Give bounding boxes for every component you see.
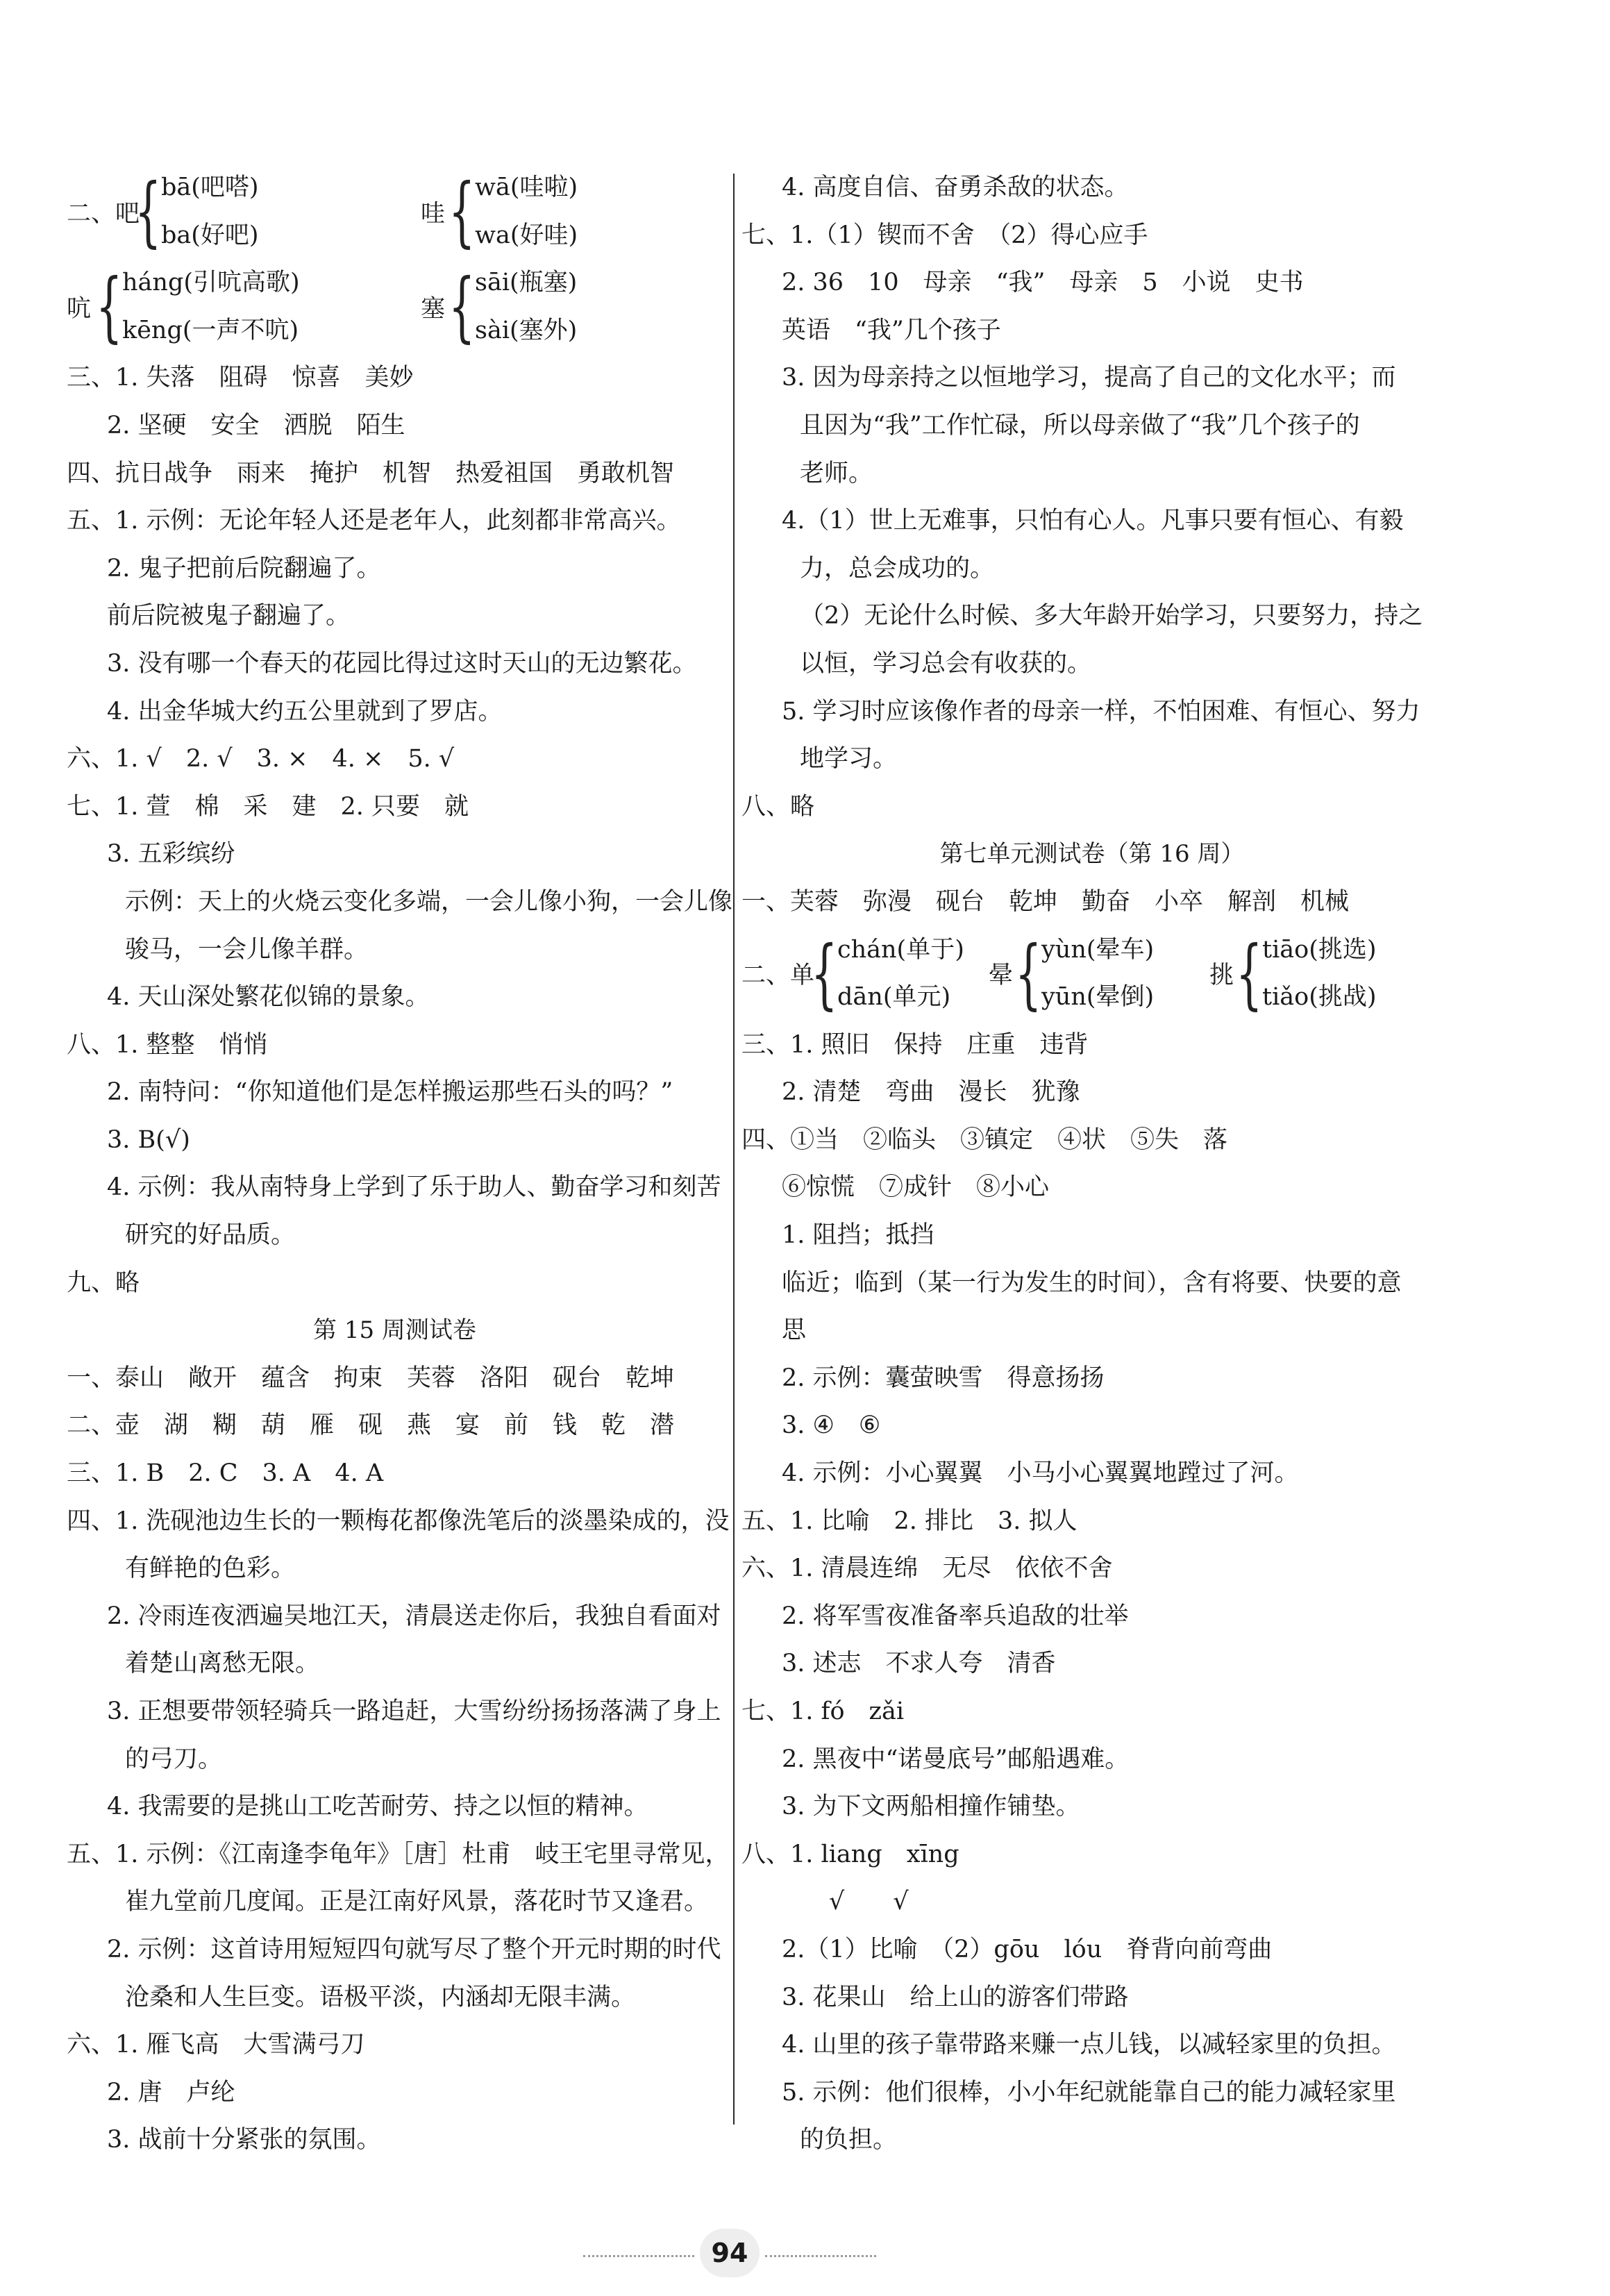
answer-line: 2. 南特问：“你知道他们是怎样搬运那些石头的吗？” [107, 1078, 673, 1107]
group-label: 二、吧 [67, 199, 140, 228]
pinyin-entry: tiǎo(挑战) [1262, 983, 1377, 1012]
left-brace: { [448, 262, 476, 351]
answer-line: 示例：天上的火烧云变化多端，一会儿像小狗，一会儿像 [125, 887, 733, 916]
answer-line: 七、1. fó zǎi [741, 1698, 905, 1725]
group-label: 吭 [67, 294, 92, 323]
left-brace: { [96, 262, 123, 351]
answer-line: 思 [782, 1316, 807, 1345]
pinyin-entry: yùn(晕车) [1041, 935, 1155, 964]
pinyin-group-dan-yun-tiao [741, 926, 1443, 1021]
answer-line: 2. 鬼子把前后院翻遍了。 [107, 554, 381, 583]
answer-line: 有鲜艳的色彩。 [125, 1555, 296, 1583]
answer-line: 研究的好品质。 [125, 1221, 296, 1250]
answer-line: 三、1. 照旧 保持 庄重 违背 [741, 1030, 1089, 1059]
group-label: 晕 [989, 962, 1014, 989]
answer-line: 3. 正想要带领轻骑兵一路追赶，大雪纷纷扬扬落满了身上 [107, 1698, 721, 1725]
answer-line: 的弓刀。 [125, 1745, 223, 1773]
pinyin-entry: sài(塞外) [475, 316, 578, 344]
answer-line: 1. 阻挡；抵挡 [782, 1221, 934, 1250]
pinyin-entry: wā(哇啦) [475, 174, 578, 201]
pinyin-group-ba-wa [67, 164, 723, 259]
answer-line: 4.（1）世上无难事，只怕有心人。凡事只要有恒心、有毅 [782, 507, 1404, 535]
answer-line: 2. 清楚 弯曲 漫长 犹豫 [782, 1078, 1080, 1107]
answer-line: 4. 高度自信、奋勇杀敌的状态。 [782, 174, 1129, 201]
answer-line: 3. B(√) [107, 1125, 190, 1154]
left-brace: { [135, 167, 162, 255]
answer-line: 八、1. liang xīng [741, 1840, 959, 1868]
answer-line: 八、略 [741, 792, 815, 821]
answer-line: 2. 将军雪夜准备率兵追敌的壮举 [782, 1602, 1129, 1630]
answer-line: 六、1. 雁飞高 大雪满弓刀 [67, 2031, 365, 2059]
answer-line: 老师。 [800, 459, 873, 487]
pinyin-entry: sāi(瓶塞) [475, 269, 578, 297]
answer-line: 五、1. 比喻 2. 排比 3. 拟人 [741, 1507, 1077, 1535]
answer-line: 崔九堂前几度闻。正是江南好风景，落花时节又逢君。 [125, 1888, 709, 1916]
answer-line: 3. 因为母亲持之以恒地学习，提高了自己的文化水平；而 [782, 364, 1396, 392]
answer-line: 着楚山离愁无限。 [125, 1650, 320, 1678]
answer-line: 4. 山里的孩子靠带路来赚一点儿钱，以减轻家里的负担。 [782, 2031, 1396, 2059]
group-label: 二、单 [741, 962, 815, 989]
answer-line: 七、1.（1）锲而不舍 （2）得心应手 [741, 221, 1148, 249]
group-label: 挑 [1209, 962, 1234, 989]
answer-line: 沧桑和人生巨变。语极平淡，内涵却无限丰满。 [125, 1983, 636, 2011]
page-footer [0, 2229, 1610, 2277]
answer-line: 2. 唐 卢纶 [107, 2078, 235, 2106]
answer-line: 且因为“我”工作忙碌，所以母亲做了“我”几个孩子的 [800, 411, 1360, 439]
pinyin-entry: yūn(晕倒) [1041, 983, 1155, 1012]
pinyin-entry: dān(单元) [837, 983, 951, 1012]
pinyin-entry: tiāo(挑选) [1262, 935, 1377, 964]
pinyin-entry: wa(好哇) [475, 221, 578, 249]
section-title: 第 15 周测试卷 [313, 1316, 476, 1345]
answer-line: 4. 天山深处繁花似锦的景象。 [107, 983, 430, 1012]
group-label: 哇 [421, 199, 446, 228]
left-brace: { [811, 928, 838, 1018]
answer-line: 临近；临到（某一行为发生的时间），含有将要、快要的意 [782, 1268, 1402, 1297]
answer-line: 五、1. 示例：《江南逢李龟年》［唐］杜甫 岐王宅里寻常见， [67, 1840, 730, 1868]
answer-line: 前后院被鬼子翻遍了。 [107, 602, 351, 630]
answer-line: 四、1. 洗砚池边生长的一颗梅花都像洗笔后的淡墨染成的，没 [67, 1507, 730, 1535]
answer-line: 3. 战前十分紧张的氛围。 [107, 2126, 381, 2154]
pinyin-entry: háng(引吭高歌) [122, 269, 300, 297]
left-brace: { [1236, 928, 1263, 1018]
answer-line: 3. 没有哪一个春天的花园比得过这时天山的无边繁花。 [107, 649, 697, 678]
pinyin-group-hang-sai [67, 259, 723, 354]
pinyin-entry: kēng(一声不吭) [122, 316, 299, 344]
answer-line: 4. 示例：小心翼翼 小马小心翼翼地蹚过了河。 [782, 1459, 1299, 1488]
answer-line: 的负担。 [800, 2126, 898, 2154]
answer-line: ⑥惊慌 ⑦成针 ⑧小心 [782, 1173, 1050, 1202]
answer-line: 三、1. 失落 阻碍 惊喜 美妙 [67, 364, 414, 392]
answer-line: 八、1. 整整 悄悄 [67, 1030, 268, 1059]
answer-line: 2. 冷雨连夜洒遍吴地江天，清晨送走你后，我独自看面对 [107, 1602, 721, 1630]
answer-line: 六、1. √ 2. √ 3. × 4. × 5. √ [67, 745, 455, 773]
footer-dots-right [765, 2255, 876, 2257]
answer-line: 英语 “我”几个孩子 [782, 316, 1001, 344]
left-brace: { [1015, 928, 1042, 1018]
answer-line: 3. 花果山 给上山的游客们带路 [782, 1983, 1129, 2011]
answer-line: 2. 示例：这首诗用短短四句就写尽了整个开元时期的时代 [107, 1935, 721, 1963]
answer-line: 3. 为下文两船相撞作铺垫。 [782, 1793, 1080, 1821]
answer-line: 一、芙蓉 弥漫 砚台 乾坤 勤奋 小卒 解剖 机械 [741, 887, 1350, 916]
answer-line: 四、抗日战争 雨来 掩护 机智 热爱祖国 勇敢机智 [67, 459, 675, 487]
answer-line: 地学习。 [800, 745, 898, 773]
section-title: 第七单元测试卷（第 16 周） [939, 840, 1245, 869]
answer-line: 3. 五彩缤纷 [107, 840, 235, 869]
answer-line: 二、壶 湖 糊 葫 雁 砚 燕 宴 前 钱 乾 潜 [67, 1411, 675, 1440]
answer-line: 4. 出金华城大约五公里就到了罗店。 [107, 697, 503, 726]
answer-line: 2. 示例：囊萤映雪 得意扬扬 [782, 1364, 1105, 1392]
pinyin-entry: bā(吧嗒) [161, 174, 259, 201]
answer-line: 3. ④ ⑥ [782, 1411, 881, 1440]
answer-line: 2. 黑夜中“诺曼底号”邮船遇难。 [782, 1745, 1130, 1773]
answer-line: 4. 示例：我从南特身上学到了乐于助人、勤奋学习和刻苦 [107, 1173, 721, 1202]
answer-line: 2. 坚硬 安全 洒脱 陌生 [107, 411, 405, 439]
answer-line: 4. 我需要的是挑山工吃苦耐劳、持之以恒的精神。 [107, 1793, 648, 1821]
answer-line: 七、1. 萱 棉 采 建 2. 只要 就 [67, 792, 469, 821]
answer-line: 3. 述志 不求人夸 清香 [782, 1650, 1056, 1678]
answer-line: （2）无论什么时候、多大年龄开始学习，只要努力，持之 [800, 602, 1423, 630]
answer-line: 五、1. 示例：无论年轻人还是老年人，此刻都非常高兴。 [67, 507, 681, 535]
page-number: 94 [700, 2229, 760, 2277]
answer-line: 力，总会成功的。 [800, 554, 995, 583]
answer-line: 三、1. B 2. C 3. A 4. A [67, 1459, 384, 1488]
pinyin-entry: ba(好吧) [161, 221, 259, 249]
group-label: 塞 [421, 294, 446, 323]
answer-line: 六、1. 清晨连绵 无尽 依依不舍 [741, 1555, 1113, 1583]
answer-line: 一、泰山 敞开 蕴含 拘束 芙蓉 洛阳 砚台 乾坤 [67, 1364, 675, 1392]
right-column [741, 164, 1443, 2164]
left-column [67, 164, 733, 2164]
answer-line: √ √ [829, 1888, 909, 1916]
answer-line: 骏马，一会儿像羊群。 [125, 935, 369, 964]
left-brace: { [448, 167, 476, 255]
answer-line: 2. 36 10 母亲 “我” 母亲 5 小说 史书 [782, 269, 1304, 297]
column-divider [733, 174, 735, 2125]
answer-line: 四、①当 ②临头 ③镇定 ④状 ⑤失 落 [741, 1125, 1228, 1154]
pinyin-entry: chán(单于) [837, 935, 964, 964]
answer-line: 以恒，学习总会有收获的。 [800, 649, 1092, 678]
answer-line: 5. 示例：他们很棒，小小年纪就能靠自己的能力减轻家里 [782, 2078, 1396, 2106]
footer-dots-left [583, 2255, 694, 2257]
answer-line: 5. 学习时应该像作者的母亲一样，不怕困难、有恒心、努力 [782, 697, 1420, 726]
answer-line: 九、略 [67, 1268, 140, 1297]
answer-line: 2.（1）比喻 （2）gōu lóu 脊背向前弯曲 [782, 1935, 1273, 1963]
